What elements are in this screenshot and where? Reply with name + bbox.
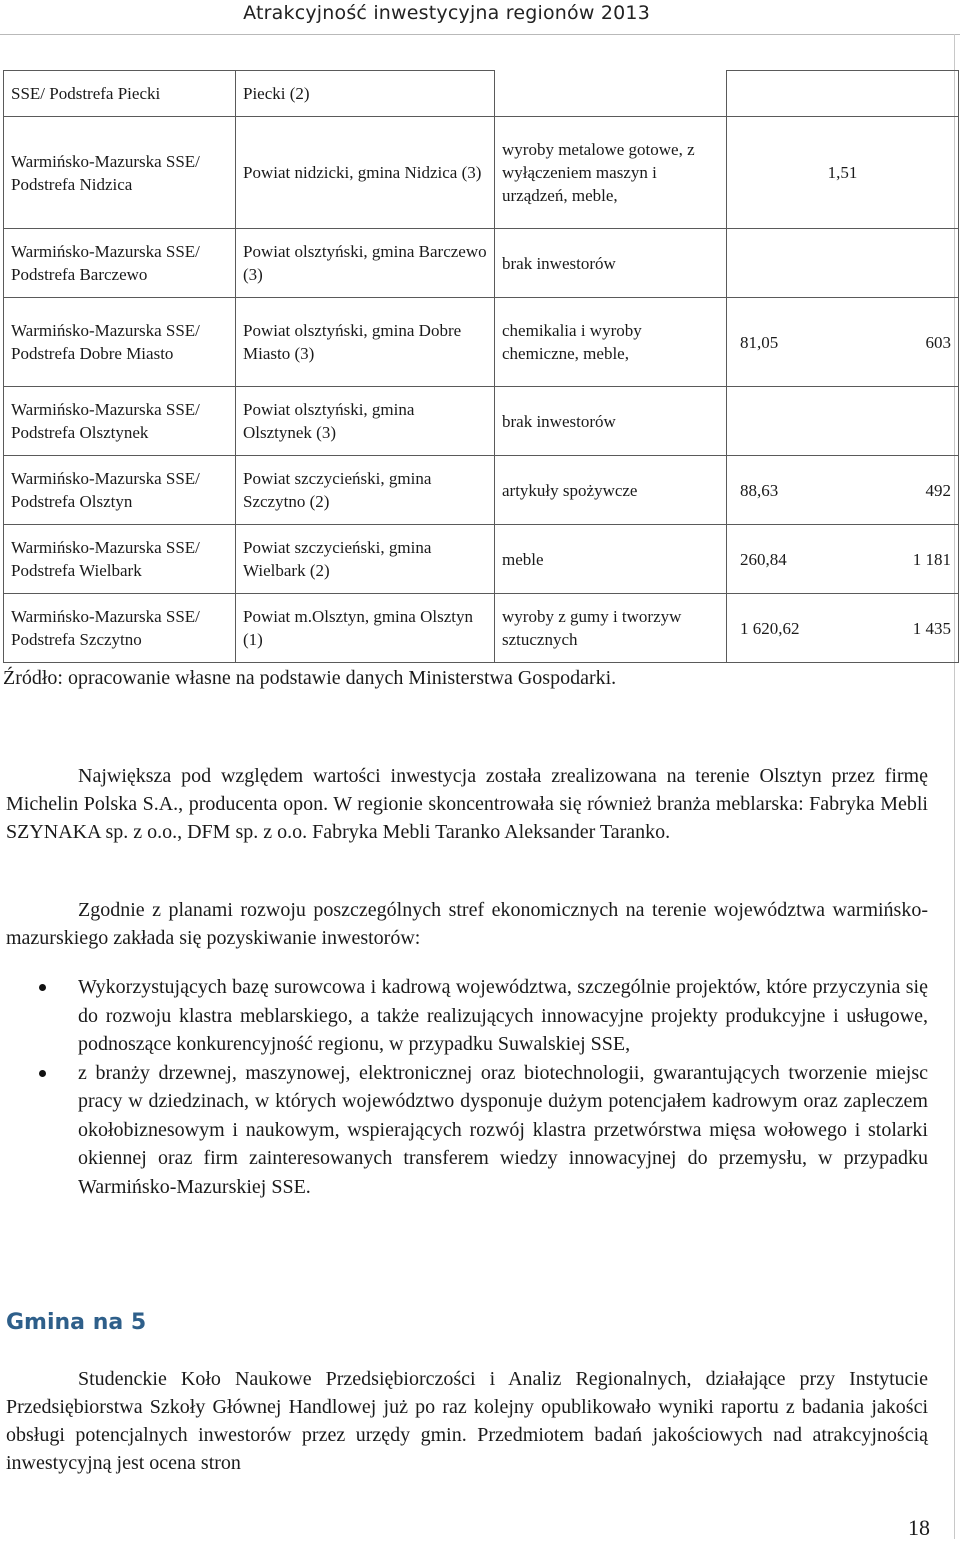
bullet-icon (39, 984, 46, 991)
list-item (6, 973, 928, 1059)
area-value: 81,05 (740, 332, 779, 352)
jobs-value: 1 181 (912, 549, 951, 569)
industry-cell: chemikalia i wyroby chemiczne, meble, (495, 298, 727, 387)
table-row (4, 387, 959, 456)
bullet-icon (39, 1070, 46, 1077)
table-row (4, 117, 959, 229)
list-item (6, 1059, 928, 1202)
table-row (4, 594, 959, 663)
location-cell: Powiat olsztyński, gmina Olsztynek (3) (236, 387, 495, 456)
area-value: 260,84 (740, 549, 787, 569)
zone-cell: Warmińsko-Mazurska SSE/ Podstrefa Szczytno (4, 594, 236, 663)
paragraph-text: Największa pod względem wartości inwestycja została zrealizowana na terenie Olsztyn przez firmę Michelin Polska S.A., producenta opon. W regionie skoncentrowała się również branża meblarska: Fabryka Mebli SZYNAKA sp. z o.o., DFM sp. z o.o. Fabryka Mebli Taranko Aleksander Taranko. (6, 765, 928, 843)
location-cell: Powiat m.Olsztyn, gmina Olsztyn (1) (236, 594, 495, 663)
section-heading: Gmina na 5 (6, 1310, 147, 1335)
area-value: 1,51 (827, 163, 858, 182)
area-value: 1 620,62 (740, 618, 800, 638)
industry-cell: artykuły spożywcze (495, 456, 727, 525)
paragraph-plans (6, 896, 928, 952)
source-note: Źródło: opracowanie własne na podstawie danych Ministerstwa Gospodarki. (3, 667, 617, 689)
area-cell (727, 594, 959, 663)
zone-cell: Warmińsko-Mazurska SSE/ Podstrefa Olsztyn (4, 456, 236, 525)
page-number: 18 (908, 1515, 930, 1540)
jobs-value: 1 435 (912, 618, 951, 638)
industry-cell: wyroby metalowe gotowe, z wyłączeniem maszyn i urządzeń, meble, (495, 117, 727, 229)
table-row (4, 456, 959, 525)
area-cell (727, 71, 959, 117)
zone-cell: Warmińsko-Mazurska SSE/ Podstrefa Wielbark (4, 525, 236, 594)
zone-cell: Warmińsko-Mazurska SSE/ Podstrefa Nidzica (4, 117, 236, 229)
table-row (4, 71, 959, 117)
investor-bullet-list (6, 973, 928, 1201)
location-cell: Powiat szczycieński, gmina Wielbark (2) (236, 525, 495, 594)
zone-cell: Warmińsko-Mazurska SSE/ Podstrefa Barczewo (4, 229, 236, 298)
zone-cell: Warmińsko-Mazurska SSE/ Podstrefa Olsztynek (4, 387, 236, 456)
location-cell: Powiat nidzicki, gmina Nidzica (3) (236, 117, 495, 229)
industry-cell: meble (495, 525, 727, 594)
area-value: 88,63 (740, 480, 779, 500)
table-row (4, 229, 959, 298)
industry-cell (495, 71, 727, 117)
list-item-text: z branży drzewnej, maszynowej, elektronicznej oraz biotechnologii, gwarantujących tworzenie miejsc pracy w dziedzinach, w których województwo dysponuje dużym potencjałem kadrowym oraz zapleczem okołobiznesowym i naukowym, wspierających rozwój klastra przetwórstwa mięsa wołowego i stolarki okiennej oraz firm zainteresowanych transferem wiedzy innowacyjnej do przemysłu, w przypadku Warmińsko-Mazurskiej SSE. (78, 1061, 928, 1198)
list-item-text: Wykorzystujących bazę surowcowa i kadrową województwa, szczególnie projektów, które przyczynia się do rozwoju klastra meblarskiego, a także realizujących innowacyjne projekty produkcyjne i usługowe, podnoszące konkurencyjność regionu, w przypadku Suwalskiej SSE, (78, 976, 928, 1055)
location-cell: Powiat olsztyński, gmina Dobre Miasto (3) (236, 298, 495, 387)
area-cell (727, 117, 959, 229)
paragraph-text: Zgodnie z planami rozwoju poszczególnych stref ekonomicznych na terenie województwa warmińsko-mazurskiego zakłada się pozyskiwanie inwestorów: (6, 899, 928, 949)
zone-cell: Warmińsko-Mazurska SSE/ Podstrefa Dobre Miasto (4, 298, 236, 387)
area-cell (727, 456, 959, 525)
table-row (4, 298, 959, 387)
location-cell: Piecki (2) (236, 71, 495, 117)
jobs-value: 492 (925, 480, 951, 500)
area-cell (727, 387, 959, 456)
paragraph-gmina (6, 1365, 928, 1477)
zone-cell: SSE/ Podstrefa Piecki (4, 71, 236, 117)
page-header (0, 0, 960, 35)
sse-table (3, 70, 959, 663)
table-row (4, 525, 959, 594)
area-cell (727, 298, 959, 387)
location-cell: Powiat szczycieński, gmina Szczytno (2) (236, 456, 495, 525)
jobs-value: 603 (925, 332, 951, 352)
area-cell (727, 525, 959, 594)
area-cell (727, 229, 959, 298)
header-title: Atrakcyjność inwestycyjna regionów 2013 (243, 2, 650, 24)
location-cell: Powiat olsztyński, gmina Barczewo (3) (236, 229, 495, 298)
paragraph-text: Studenckie Koło Naukowe Przedsiębiorczości i Analiz Regionalnych, działające przy Instytucie Przedsiębiorstwa Szkoły Głównej Handlowej już po raz kolejny opublikowało wyniki raportu z badania jakości obsługi potencjalnych inwestorów przez urzędy gmin. Przedmiotem badań jakościowych nad atrakcyjnością inwestycyjną jest ocena stron (6, 1368, 928, 1474)
industry-cell: brak inwestorów (495, 387, 727, 456)
industry-cell: wyroby z gumy i tworzyw sztucznych (495, 594, 727, 663)
paragraph-michelin (6, 762, 928, 846)
industry-cell: brak inwestorów (495, 229, 727, 298)
